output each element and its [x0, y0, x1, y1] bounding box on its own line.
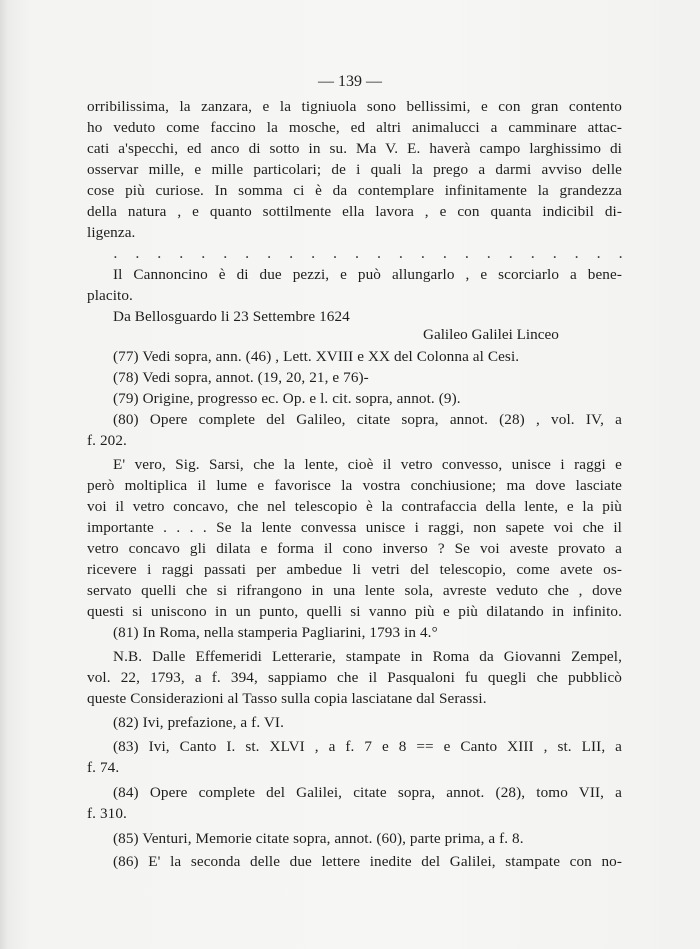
page-number: — 139 — — [318, 73, 382, 90]
quote-line: E' vero, Sig. Sarsi, che la lente, cioè il vetro convesso, unisce i raggi e — [113, 456, 622, 473]
footnote-77: (77) Vedi sopra, ann. (46) , Lett. XVIII e XX del Colonna al Cesi. — [113, 348, 520, 365]
text-line: ho veduto come faccino la mosche, ed altri animalucci a camminare attac- — [87, 119, 622, 136]
footnote-83: (83) Ivi, Canto I. st. XLVI , a f. 7 e 8 == e Canto XIII , st. LII, a — [113, 738, 622, 755]
footnote-82: (82) Ivi, prefazione, a f. VI. — [113, 714, 284, 731]
text-line: cose più curiose. In somma ci è da contemplare infinitamente la grandezza — [87, 182, 622, 199]
footnote-80-cont: f. 202. — [87, 432, 127, 449]
quote-line: vetro concavo gli dilata e forma il cono inverso ? Se voi aveste provato a — [87, 540, 622, 557]
text-line: placito. — [87, 287, 133, 304]
footnote-79: (79) Origine, progresso ec. Op. e l. cit. sopra, annot. (9). — [113, 390, 461, 407]
text-line: Il Cannoncino è di due pezzi, e può allungarlo , e scorciarlo a bene- — [113, 266, 622, 283]
quote-line: però moltiplica il lume e favorisce la vostra conchiusione; ma dove lasciate — [87, 477, 622, 494]
quote-line: servato quelli che si rifrangono in una lente sola, avreste veduto che , dove — [87, 582, 622, 599]
footnote-85: (85) Venturi, Memorie citate sopra, annot. (60), parte prima, a f. 8. — [113, 830, 524, 847]
ellipsis-row: . . . . . . . . . . . . . . . . . . . . . . . . — [113, 244, 623, 262]
quote-line: voi il vetro concavo, che nel telescopio è la contrafaccia della lente, e la più — [87, 498, 622, 515]
footnote-84-cont: f. 310. — [87, 805, 127, 822]
quote-line: questi si uniscono in un punto, quelli si vanno più e più dilatando in infinito. — [87, 603, 622, 620]
footnote-80: (80) Opere complete del Galileo, citate sopra, annot. (28) , vol. IV, a — [113, 411, 622, 428]
footnote-81: (81) In Roma, nella stamperia Pagliarini, 1793 in 4.° — [113, 624, 438, 641]
nb-line: N.B. Dalle Effemeridi Letterarie, stampate in Roma da Giovanni Zempel, — [113, 648, 622, 665]
text-line: orribilissima, la zanzara, e la tigniuola sono bellissimi, e con gran contento — [87, 98, 622, 115]
footnote-86: (86) E' la seconda delle due lettere inedite del Galilei, stampate con no- — [113, 853, 622, 870]
nb-line: vol. 22, 1793, a f. 394, sappiamo che il Pasqualoni fu quegli che pubblicò — [87, 669, 622, 686]
signature: Galileo Galilei Linceo — [423, 326, 559, 343]
text-line: osservar mille, e mille particolari; de i quali la prego a darmi avviso delle — [87, 161, 622, 178]
footnote-78: (78) Vedi sopra, annot. (19, 20, 21, e 76)- — [113, 369, 369, 386]
footnote-84: (84) Opere complete del Galilei, citate sopra, annot. (28), tomo VII, a — [113, 784, 622, 801]
text-line: della natura , e quanto sottilmente ella lavora , e con quanta indicibil di- — [87, 203, 622, 220]
footnote-83-cont: f. 74. — [87, 759, 120, 776]
nb-line: queste Considerazioni al Tasso sulla copia lasciatane dal Serassi. — [87, 690, 487, 707]
quote-line: importante . . . . Se la lente convessa unisce i raggi, non sapete voi che il — [87, 519, 622, 536]
text-line: cati a'specchi, ed anco di sotto in su. Ma V. E. haverà campo larghissimo di — [87, 140, 622, 157]
text-line: ligenza. — [87, 224, 136, 241]
quote-line: ricevere i raggi passati per ambedue li vetri del telescopio, come avete os- — [87, 561, 622, 578]
dateline: Da Bellosguardo li 23 Settembre 1624 — [113, 308, 350, 325]
